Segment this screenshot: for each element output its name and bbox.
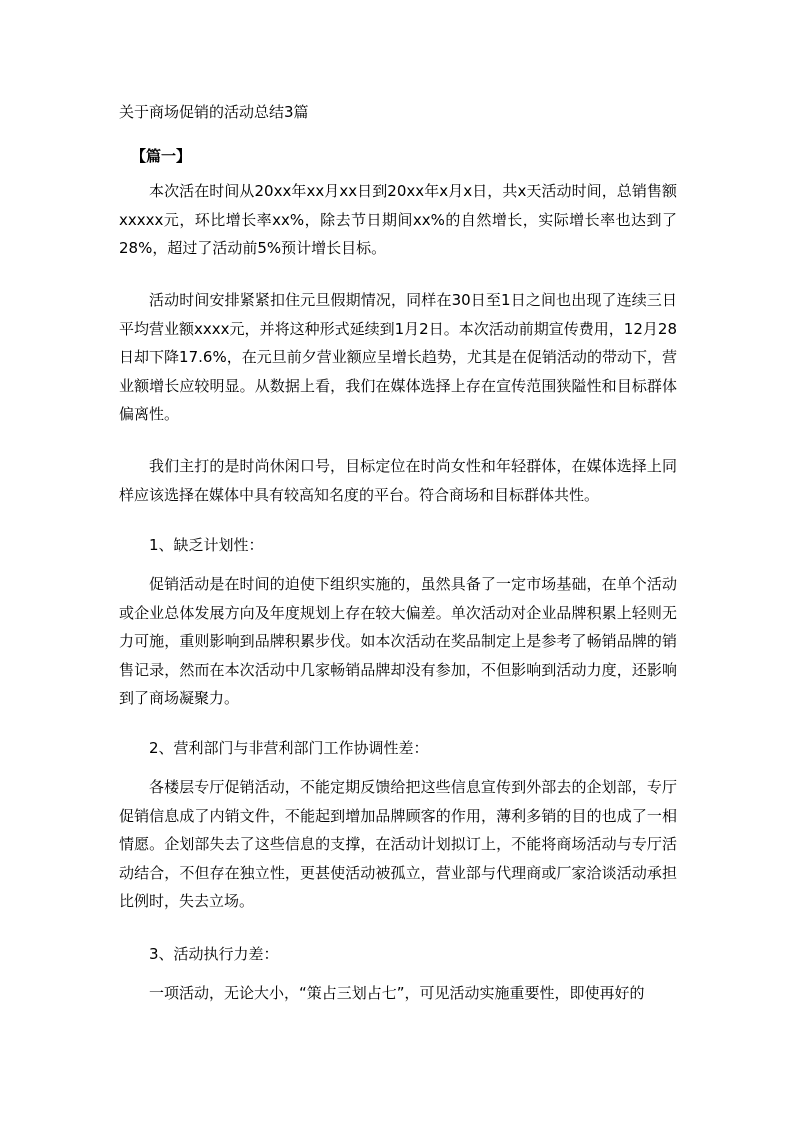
paragraph-planning-details: 促销活动是在时间的迫使下组织实施的，虽然具备了一定市场基础，在单个活动或企业总体发展方向及年度规划上存在较大偏差。单次活动对企业品牌积累上轻则无力可施，重则影响到品牌积累步伐。如本次活动在奖品制定上是参考了畅销品牌的销售记录，然而在本次活动中几家畅销品牌却没有参加，不但影响到活动力度，还影响到了商场凝聚力。 [119, 575, 677, 707]
document-title: 关于商场促销的活动总结3篇 [119, 103, 309, 121]
paragraph-activity-timing: 活动时间安排紧紧扣住元旦假期情况，同样在30日至1日之间也出现了连续三日平均营业额xxxx元，并将这种形式延续到1月2日。本次活动前期宣传费用，12月28日却下降17.6%，在元旦前夕营业额应呈增长趋势，尤其是在促销活动的带动下，营业额增长应较明显。从数据上看，我们在媒体选择上存在宣传范围狭隘性和目标群体偏离性。 [119, 291, 677, 423]
section-heading: 【篇一】 [131, 147, 192, 165]
heading-lack-of-planning: 1、缺乏计划性： [149, 536, 264, 554]
heading-poor-execution: 3、活动执行力差： [149, 945, 279, 963]
paragraph-execution-details: 一项活动，无论大小，“策占三划占七”，可见活动实施重要性，即使再好的 [149, 984, 645, 1002]
paragraph-target-audience: 我们主打的是时尚休闲口号，目标定位在时尚女性和年轻群体，在媒体选择上同样应该选择在媒体中具有较高知名度的平台。符合商场和目标群体共性。 [119, 457, 677, 504]
paragraph-activity-summary: 本次活在时间从20xx年xx月xx日到20xx年x月x日，共x天活动时间，总销售额xxxxx元，环比增长率xx%，除去节日期间xx%的自然增长，实际增长率也达到了28%，超过了活动前5%预计增长目标。 [119, 182, 677, 257]
heading-department-coordination: 2、营利部门与非营利部门工作协调性差： [149, 739, 429, 757]
paragraph-coordination-details: 各楼层专厅促销活动，不能定期反馈给把这些信息宣传到外部去的企划部，专厅促销信息成了内销文件，不能起到增加品牌顾客的作用，薄利多销的目的也成了一相情愿。企划部失去了这些信息的支撑，在活动计划拟订上，不能将商场活动与专厅活动结合，不但存在独立性，更甚使活动被孤立，营业部与代理商或厂家洽谈活动承担比例时，失去立场。 [119, 778, 677, 910]
